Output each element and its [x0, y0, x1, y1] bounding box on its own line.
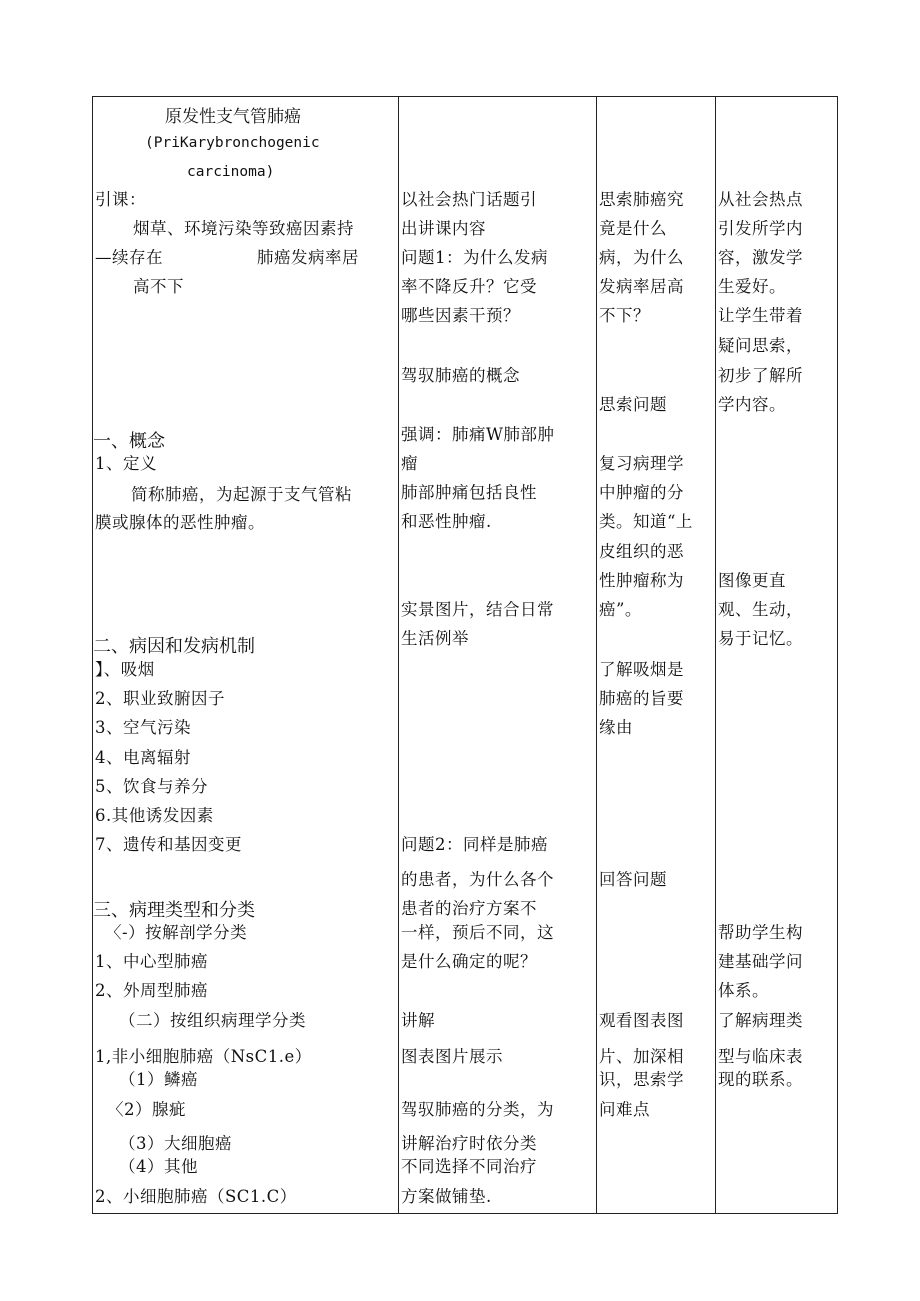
lesson-subtitle: (PriKarybronchogenic [145, 135, 320, 151]
intro-text: 肺癌发病率居 [257, 248, 359, 267]
student-text: 片、加深相 [599, 1047, 684, 1066]
intent-text: 疑问思索， [718, 336, 803, 355]
section-heading: 一、概念 [93, 431, 165, 452]
list-item: 】、吸烟 [95, 660, 155, 679]
teacher-text: 一样，预后不同，这 [401, 923, 554, 942]
definition-text: 简称肺癌，为起源于支气管粘 [131, 485, 352, 504]
teacher-text: 不同选择不同治疗 [401, 1157, 537, 1176]
list-item: （4）其他 [119, 1157, 198, 1176]
student-text: 问难点 [599, 1100, 650, 1119]
teacher-text: 率不降反升？它受 [401, 277, 537, 296]
student-text: 中肿瘤的分 [599, 483, 684, 502]
list-item: 1、定义 [95, 454, 157, 473]
list-item: 5、饮食与养分 [95, 777, 208, 796]
intent-text: 让学生带着 [718, 306, 803, 325]
intent-text: 体系。 [718, 981, 769, 1000]
list-item: 6.其他诱发因素 [95, 806, 214, 825]
student-text: 发病率居高 [599, 277, 684, 296]
list-item: 2、职业致腑因子 [95, 689, 225, 708]
intent-text: 学内容。 [718, 395, 786, 414]
intent-text: 型与临床表 [718, 1047, 803, 1066]
student-text: 观看图表图 [599, 1011, 684, 1030]
teacher-text: 图表图片展示 [401, 1047, 503, 1066]
teacher-text: 的患者，为什么各个 [401, 870, 554, 889]
teacher-text: 出讲课内容 [401, 219, 486, 238]
teacher-text: 肺部肿痛包括良性 [401, 483, 537, 502]
teacher-text: 生活例举 [401, 629, 469, 648]
lesson-subtitle: carcinoma) [187, 164, 275, 180]
student-text: 病，为什么 [599, 248, 684, 267]
intent-text: 帮助学生构 [718, 923, 803, 942]
student-text: 识，思索学 [599, 1070, 684, 1089]
teacher-text: 哪些因素干预？ [401, 306, 520, 325]
list-item: （3）大细胞癌 [119, 1134, 232, 1153]
list-item: 3、空气污染 [95, 718, 191, 737]
section-heading: 三、病理类型和分类 [93, 900, 255, 921]
list-item: 4、电离辐射 [95, 748, 191, 767]
lesson-title: 原发性支气管肺癌 [165, 107, 301, 127]
teacher-text: 驾驭肺癌的概念 [401, 366, 520, 385]
teacher-text: 实景图片，结合日常 [401, 600, 554, 619]
student-text: 思索问题 [599, 395, 667, 414]
content-column [93, 97, 398, 1213]
student-text: 皮组织的恶 [599, 542, 684, 561]
intent-text: 现的联系。 [718, 1070, 803, 1089]
student-column [597, 97, 715, 1213]
list-item: （1）鳞癌 [119, 1070, 198, 1089]
intent-text: 初步了解所 [718, 366, 803, 385]
teacher-text: 驾驭肺癌的分类，为 [401, 1100, 554, 1119]
list-item: 1,非小细胞肺癌（NsC1.e） [95, 1047, 312, 1066]
lesson-plan-table [92, 96, 838, 1214]
student-text: 了解吸烟是 [599, 660, 684, 679]
student-text: 肺癌的旨要 [599, 689, 684, 708]
teacher-text: 强调：肺痛W肺部肿 [401, 425, 555, 444]
section-heading: 二、病因和发病机制 [93, 636, 255, 657]
teacher-text: 瘤 [401, 454, 418, 473]
teacher-text: 问题2：同样是肺癌 [401, 835, 548, 854]
list-item: 2、外周型肺癌 [95, 981, 208, 1000]
student-text: 缘由 [599, 718, 633, 737]
intent-column [716, 97, 838, 1213]
definition-text: 膜或腺体的恶性肿瘤。 [95, 513, 265, 532]
intent-text: 引发所学内 [718, 219, 803, 238]
intent-text: 易于记忆。 [718, 629, 803, 648]
teacher-text: 问题1：为什么发病 [401, 248, 548, 267]
intent-text: 生爱好。 [718, 277, 786, 296]
list-item: 〈2）腺疵 [107, 1100, 186, 1119]
intent-text: 容，激发学 [718, 248, 803, 267]
subsection-heading: 〈-）按解剖学分类 [105, 923, 248, 942]
student-text: 竟是什么 [599, 219, 667, 238]
teacher-text: 以社会热门话题引 [401, 190, 537, 209]
student-text: 回答问题 [599, 870, 667, 889]
teacher-text: 患者的治疗方案不 [401, 899, 537, 918]
student-text: 思索肺癌究 [599, 190, 684, 209]
intent-text: 建基础学问 [718, 952, 803, 971]
teacher-text: 方案做铺垫. [401, 1187, 492, 1206]
intro-text: 高不下 [133, 277, 184, 296]
teacher-text: 讲解 [401, 1011, 435, 1030]
subsection-heading: （二）按组织病理学分类 [119, 1011, 306, 1030]
teacher-text: 讲解治疗时依分类 [401, 1134, 537, 1153]
intro-text: —续存在 [95, 248, 163, 267]
student-text: 复习病理学 [599, 454, 684, 473]
teacher-text: 是什么确定的呢？ [401, 952, 537, 971]
intro-text: 烟草、环境污染等致癌因素持 [133, 219, 354, 238]
student-text: 不下？ [599, 306, 650, 325]
list-item: 1、中心型肺癌 [95, 952, 208, 971]
list-item: 7、遗传和基因变更 [95, 835, 242, 854]
teacher-text: 和恶性肿瘤. [401, 512, 492, 531]
intent-text: 图像更直 [718, 571, 786, 590]
student-text: 性肿瘤称为 [599, 571, 684, 590]
teacher-column [399, 97, 596, 1213]
intent-text: 观、生动， [718, 600, 803, 619]
intro-label: 引课： [95, 190, 146, 209]
list-item: 2、小细胞肺癌（SC1.C） [95, 1187, 297, 1206]
intent-text: 了解病理类 [718, 1011, 803, 1030]
intent-text: 从社会热点 [718, 190, 803, 209]
student-text: 类。知道“上 [599, 512, 693, 531]
student-text: 癌”。 [599, 600, 642, 619]
